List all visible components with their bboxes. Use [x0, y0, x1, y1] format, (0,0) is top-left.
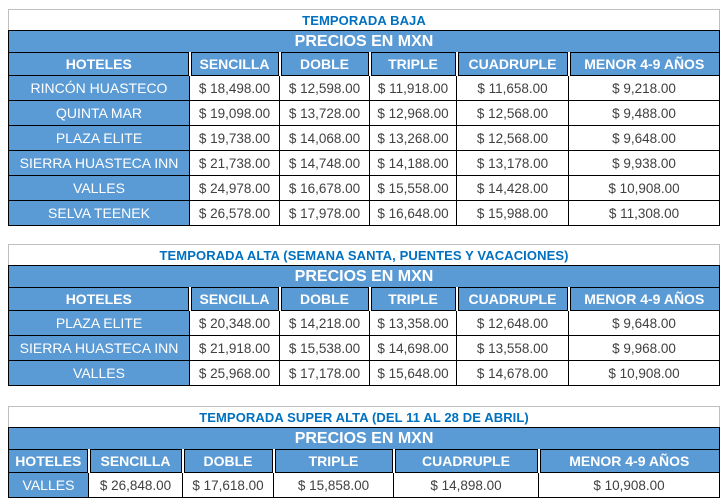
hotel-row: [9, 126, 720, 151]
hotel-name-cell: VALLES: [9, 176, 190, 201]
price-cell: $ 14,068.00: [280, 126, 370, 151]
table-body: [9, 311, 720, 386]
hotel-name-cell: PLAZA ELITE: [9, 126, 190, 151]
column-header: CUADRUPLE: [457, 53, 569, 76]
hotel-row: [9, 176, 720, 201]
hotel-row: [9, 151, 720, 176]
temporada-super-alta-table: [8, 406, 720, 498]
price-cell: $ 9,218.00: [569, 76, 720, 101]
table-subtitle-row: [9, 428, 720, 450]
price-cell: $ 13,728.00: [280, 101, 370, 126]
hotel-name-cell: SELVA TEENEK: [9, 201, 190, 226]
hotel-name-cell: PLAZA ELITE: [9, 311, 190, 336]
price-cell: $ 18,498.00: [190, 76, 280, 101]
hotel-row: [9, 473, 720, 498]
price-cell: $ 10,908.00: [569, 176, 720, 201]
column-header: DOBLE: [183, 450, 274, 473]
price-cell: $ 14,678.00: [457, 361, 569, 386]
price-cell: $ 12,568.00: [457, 101, 569, 126]
column-header: HOTELES: [9, 450, 89, 473]
table-subtitle-row: [9, 266, 720, 288]
price-cell: $ 15,648.00: [370, 361, 457, 386]
table-body: [9, 473, 720, 498]
hotel-row: [9, 361, 720, 386]
price-cell: $ 17,618.00: [183, 473, 274, 498]
hotel-name-cell: QUINTA MAR: [9, 101, 190, 126]
table-title-row: [9, 245, 720, 266]
column-header: SENCILLA: [190, 288, 280, 311]
price-cell: $ 9,938.00: [569, 151, 720, 176]
price-cell: $ 24,978.00: [190, 176, 280, 201]
column-header: DOBLE: [280, 288, 370, 311]
price-cell: $ 14,898.00: [394, 473, 539, 498]
column-header-row: [9, 450, 720, 473]
price-cell: $ 11,308.00: [569, 201, 720, 226]
price-cell: $ 9,968.00: [569, 336, 720, 361]
price-cell: $ 15,538.00: [280, 336, 370, 361]
price-cell: $ 17,978.00: [280, 201, 370, 226]
column-header: MENOR 4-9 AÑOS: [569, 53, 720, 76]
hotel-row: [9, 76, 720, 101]
table-subtitle: PRECIOS EN MXN: [9, 428, 720, 450]
price-cell: $ 13,268.00: [370, 126, 457, 151]
hotel-row: [9, 311, 720, 336]
price-cell: $ 9,648.00: [569, 126, 720, 151]
price-cell: $ 15,858.00: [274, 473, 394, 498]
price-cell: $ 12,968.00: [370, 101, 457, 126]
column-header: HOTELES: [9, 53, 190, 76]
price-cell: $ 11,918.00: [370, 76, 457, 101]
price-cell: $ 25,968.00: [190, 361, 280, 386]
price-cell: $ 15,558.00: [370, 176, 457, 201]
table-title-row: [9, 10, 720, 31]
price-cell: $ 11,658.00: [457, 76, 569, 101]
price-cell: $ 13,358.00: [370, 311, 457, 336]
table-subtitle: PRECIOS EN MXN: [9, 266, 720, 288]
table-subtitle: PRECIOS EN MXN: [9, 31, 720, 53]
price-cell: $ 15,988.00: [457, 201, 569, 226]
price-cell: $ 14,748.00: [280, 151, 370, 176]
price-cell: $ 21,918.00: [190, 336, 280, 361]
price-cell: $ 14,218.00: [280, 311, 370, 336]
price-cell: $ 9,648.00: [569, 311, 720, 336]
column-header: CUADRUPLE: [457, 288, 569, 311]
price-cell: $ 19,098.00: [190, 101, 280, 126]
column-header-row: [9, 53, 720, 76]
hotel-row: [9, 101, 720, 126]
hotel-name-cell: RINCÓN HUASTECO: [9, 76, 190, 101]
hotel-row: [9, 201, 720, 226]
column-header: DOBLE: [280, 53, 370, 76]
price-cell: $ 16,678.00: [280, 176, 370, 201]
hotel-row: [9, 336, 720, 361]
temporada-alta-table: [8, 244, 720, 386]
temporada-baja-table: [8, 9, 720, 226]
price-cell: $ 14,188.00: [370, 151, 457, 176]
hotel-name-cell: VALLES: [9, 473, 89, 498]
price-cell: $ 12,568.00: [457, 126, 569, 151]
column-header: TRIPLE: [274, 450, 394, 473]
column-header: SENCILLA: [89, 450, 183, 473]
hotel-name-cell: SIERRA HUASTECA INN: [9, 336, 190, 361]
column-header: MENOR 4-9 AÑOS: [569, 288, 720, 311]
price-cell: $ 10,908.00: [539, 473, 720, 498]
price-cell: $ 17,178.00: [280, 361, 370, 386]
column-header: TRIPLE: [370, 53, 457, 76]
table-title: TEMPORADA BAJA: [9, 10, 720, 31]
price-cell: $ 13,558.00: [457, 336, 569, 361]
column-header: CUADRUPLE: [394, 450, 539, 473]
column-header: HOTELES: [9, 288, 190, 311]
price-cell: $ 26,848.00: [89, 473, 183, 498]
price-cell: $ 14,428.00: [457, 176, 569, 201]
table-title: TEMPORADA ALTA (SEMANA SANTA, PUENTES Y VACACIONES): [9, 245, 720, 266]
column-header: MENOR 4-9 AÑOS: [539, 450, 720, 473]
price-cell: $ 13,178.00: [457, 151, 569, 176]
table-subtitle-row: [9, 31, 720, 53]
table-title: TEMPORADA SUPER ALTA (DEL 11 AL 28 DE ABRIL): [9, 407, 720, 428]
price-cell: $ 10,908.00: [569, 361, 720, 386]
hotel-name-cell: SIERRA HUASTECA INN: [9, 151, 190, 176]
table-title-row: [9, 407, 720, 428]
price-cell: $ 26,578.00: [190, 201, 280, 226]
price-cell: $ 21,738.00: [190, 151, 280, 176]
price-cell: $ 12,648.00: [457, 311, 569, 336]
column-header-row: [9, 288, 720, 311]
price-cell: $ 16,648.00: [370, 201, 457, 226]
price-cell: $ 12,598.00: [280, 76, 370, 101]
price-cell: $ 9,488.00: [569, 101, 720, 126]
price-cell: $ 20,348.00: [190, 311, 280, 336]
column-header: SENCILLA: [190, 53, 280, 76]
column-header: TRIPLE: [370, 288, 457, 311]
price-cell: $ 14,698.00: [370, 336, 457, 361]
price-cell: $ 19,738.00: [190, 126, 280, 151]
table-body: [9, 76, 720, 226]
hotel-name-cell: VALLES: [9, 361, 190, 386]
